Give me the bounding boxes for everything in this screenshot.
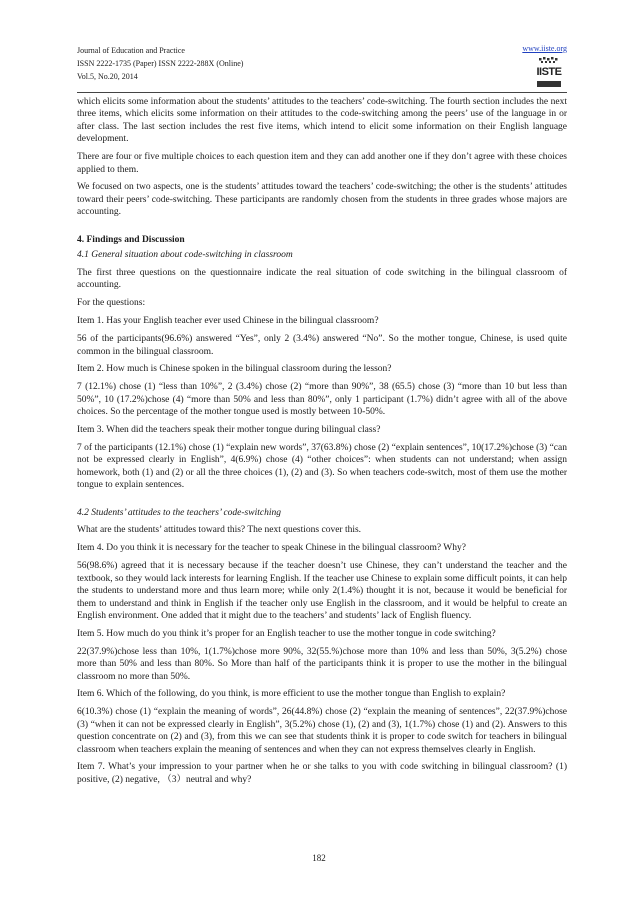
paragraph: Item 2. How much is Chinese spoken in the bilingual classroom during the lesson? bbox=[77, 364, 392, 375]
paragraph: 56(98.6%) agreed that it is necessary because if the teacher doesn’t use Chinese, they can’t understand the teacher and the textbook, so they would lack interests for learning English. If the teacher use Chinese to explain some difficult points, it can help the students to understand more and thus learn more; while only 2(1.4%) thought it is not, because it would be beneficial for them to understand and think in English if the teacher only use English in the classroom, and it would be helpful to create an English environment. One added that it might due to the teachers’ and students’ lack of English fluency. bbox=[77, 561, 568, 621]
paragraph: 7 of the participants (12.1%) chose (1) “explain new words”, 37(63.8%) chose (2) “explain sentences”, 10(17.2%)chose (3) “can not be expressed clearly in English”, 4(6.9%) chose (4) “other choices”: when students can not understand; when assign homework, both (1) and (2) or all the three choices (1), (2) and (3). So when teachers code-switch, most of them use the mother tongue to explain sentences. bbox=[77, 442, 567, 491]
journal-url-link[interactable]: www.iiste.org bbox=[522, 44, 567, 53]
journal-header bbox=[77, 44, 243, 83]
paragraph: For the questions: bbox=[77, 298, 146, 309]
paragraph: 56 of the participants(96.6%) answered “Yes”, only 2 (3.4%) answered “No”. So the mother tongue, Chinese, is used quite common in the bilingual classroom. bbox=[77, 334, 567, 357]
paragraph: Item 4. Do you think it is necessary for the teacher to speak Chinese in the bilingual classroom? Why? bbox=[77, 543, 466, 554]
journal-issn: ISSN 2222-1735 (Paper) ISSN 2222-288X (Online) bbox=[77, 59, 244, 68]
paragraph: 6(10.3%) chose (1) “explain the meaning of words”, 26(44.8%) chose (2) “explain the meaning of sentences”, 22(37.9%)chose (3) “when it can not be expressed clearly in English”, 3(5.2%) chose (1), (2) and (3), 1(1.7%) chose (1) and (2). Answers to this question concentrate on (2) and (3), from this we can see that students think it is proper to code switch for teachers in bilingual classroom when teachers explain the meaning of sentences and when they can not express themselves clearly in English. bbox=[77, 707, 567, 755]
logo-lettering: IISTE bbox=[536, 66, 562, 78]
paragraph: Item 7. What’s your impression to your partner when he or she talks to you with code switching in bilingual classroom? (1) positive, (2) negative, （3）neutral and why? bbox=[77, 762, 567, 785]
paragraph: Item 6. Which of the following, do you think, is more efficient to use the mother tongue than English to explain? bbox=[77, 689, 506, 700]
subsection-heading: 4.2 Students’ attitudes to the teachers’ code-switching bbox=[77, 507, 281, 518]
header-rule bbox=[77, 92, 567, 93]
paragraph: Item 3. When did the teachers speak their mother tongue during bilingual class? bbox=[77, 425, 381, 436]
paragraph: 7 (12.1%) chose (1) “less than 10%”, 2 (3.4%) chose (2) “more than 90%”, 38 (65.5) chose (3) “more than 10 but less than 50%”, 10 (17.2%)chose (4) “more than 50% and less than 80%”, only 1 participant (1.7%) didn’t agree with all of the above choices. So the percentage of the mother tongue used is mostly between 10-50%. bbox=[77, 382, 567, 418]
paragraph: The first three questions on the questionnaire indicate the real situation of code switching in the bilingual classroom of accounting. bbox=[77, 267, 567, 291]
paragraph: Item 1. Has your English teacher ever used Chinese in the bilingual classroom? bbox=[77, 316, 379, 327]
paragraph: What are the students’ attitudes toward this? The next questions cover this. bbox=[77, 525, 362, 536]
iiste-logo-icon bbox=[536, 57, 562, 89]
article-body bbox=[77, 96, 567, 792]
paragraph: which elicits some information about the students’ attitudes to the teachers’ code-switching. The fourth section includes the next three items, which elicits some information on their attitudes to the code-switching among the peers’ use of the language in or after class. The last section includes the rest five items, which intend to elicit some information on their English language development. bbox=[77, 97, 567, 145]
paragraph: 22(37.9%)chose less than 10%, 1(1.7%)chose more 90%, 32(55.%)chose more than 10% and less than 50%, 3(5.2%) chose more than 50% and less than 80%. So More than half of the participants think it is proper to use the mother in the bilingual classroom no more than 50%. bbox=[77, 646, 567, 682]
subsection-heading: 4.1 General situation about code-switching in classroom bbox=[77, 250, 293, 261]
paragraph: There are four or five multiple choices to each question item and they can add another one if they don’t agree with these choices applied to them. bbox=[77, 152, 567, 175]
section-heading: 4. Findings and Discussion bbox=[77, 234, 185, 245]
paragraph: Item 5. How much do you think it’s proper for an English teacher to use the mother tongue in code switching? bbox=[77, 628, 496, 639]
paragraph: We focused on two aspects, one is the students’ attitudes toward the teachers’ code-switching; the other is the students’ attitudes toward their peers’ code-switching. These participants are randomly chosen from the students in three grades whose majors are accounting. bbox=[77, 182, 567, 218]
journal-volume: Vol.5, No.20, 2014 bbox=[77, 72, 138, 81]
page-number: 182 bbox=[312, 853, 326, 863]
journal-name: Journal of Education and Practice bbox=[77, 46, 185, 55]
